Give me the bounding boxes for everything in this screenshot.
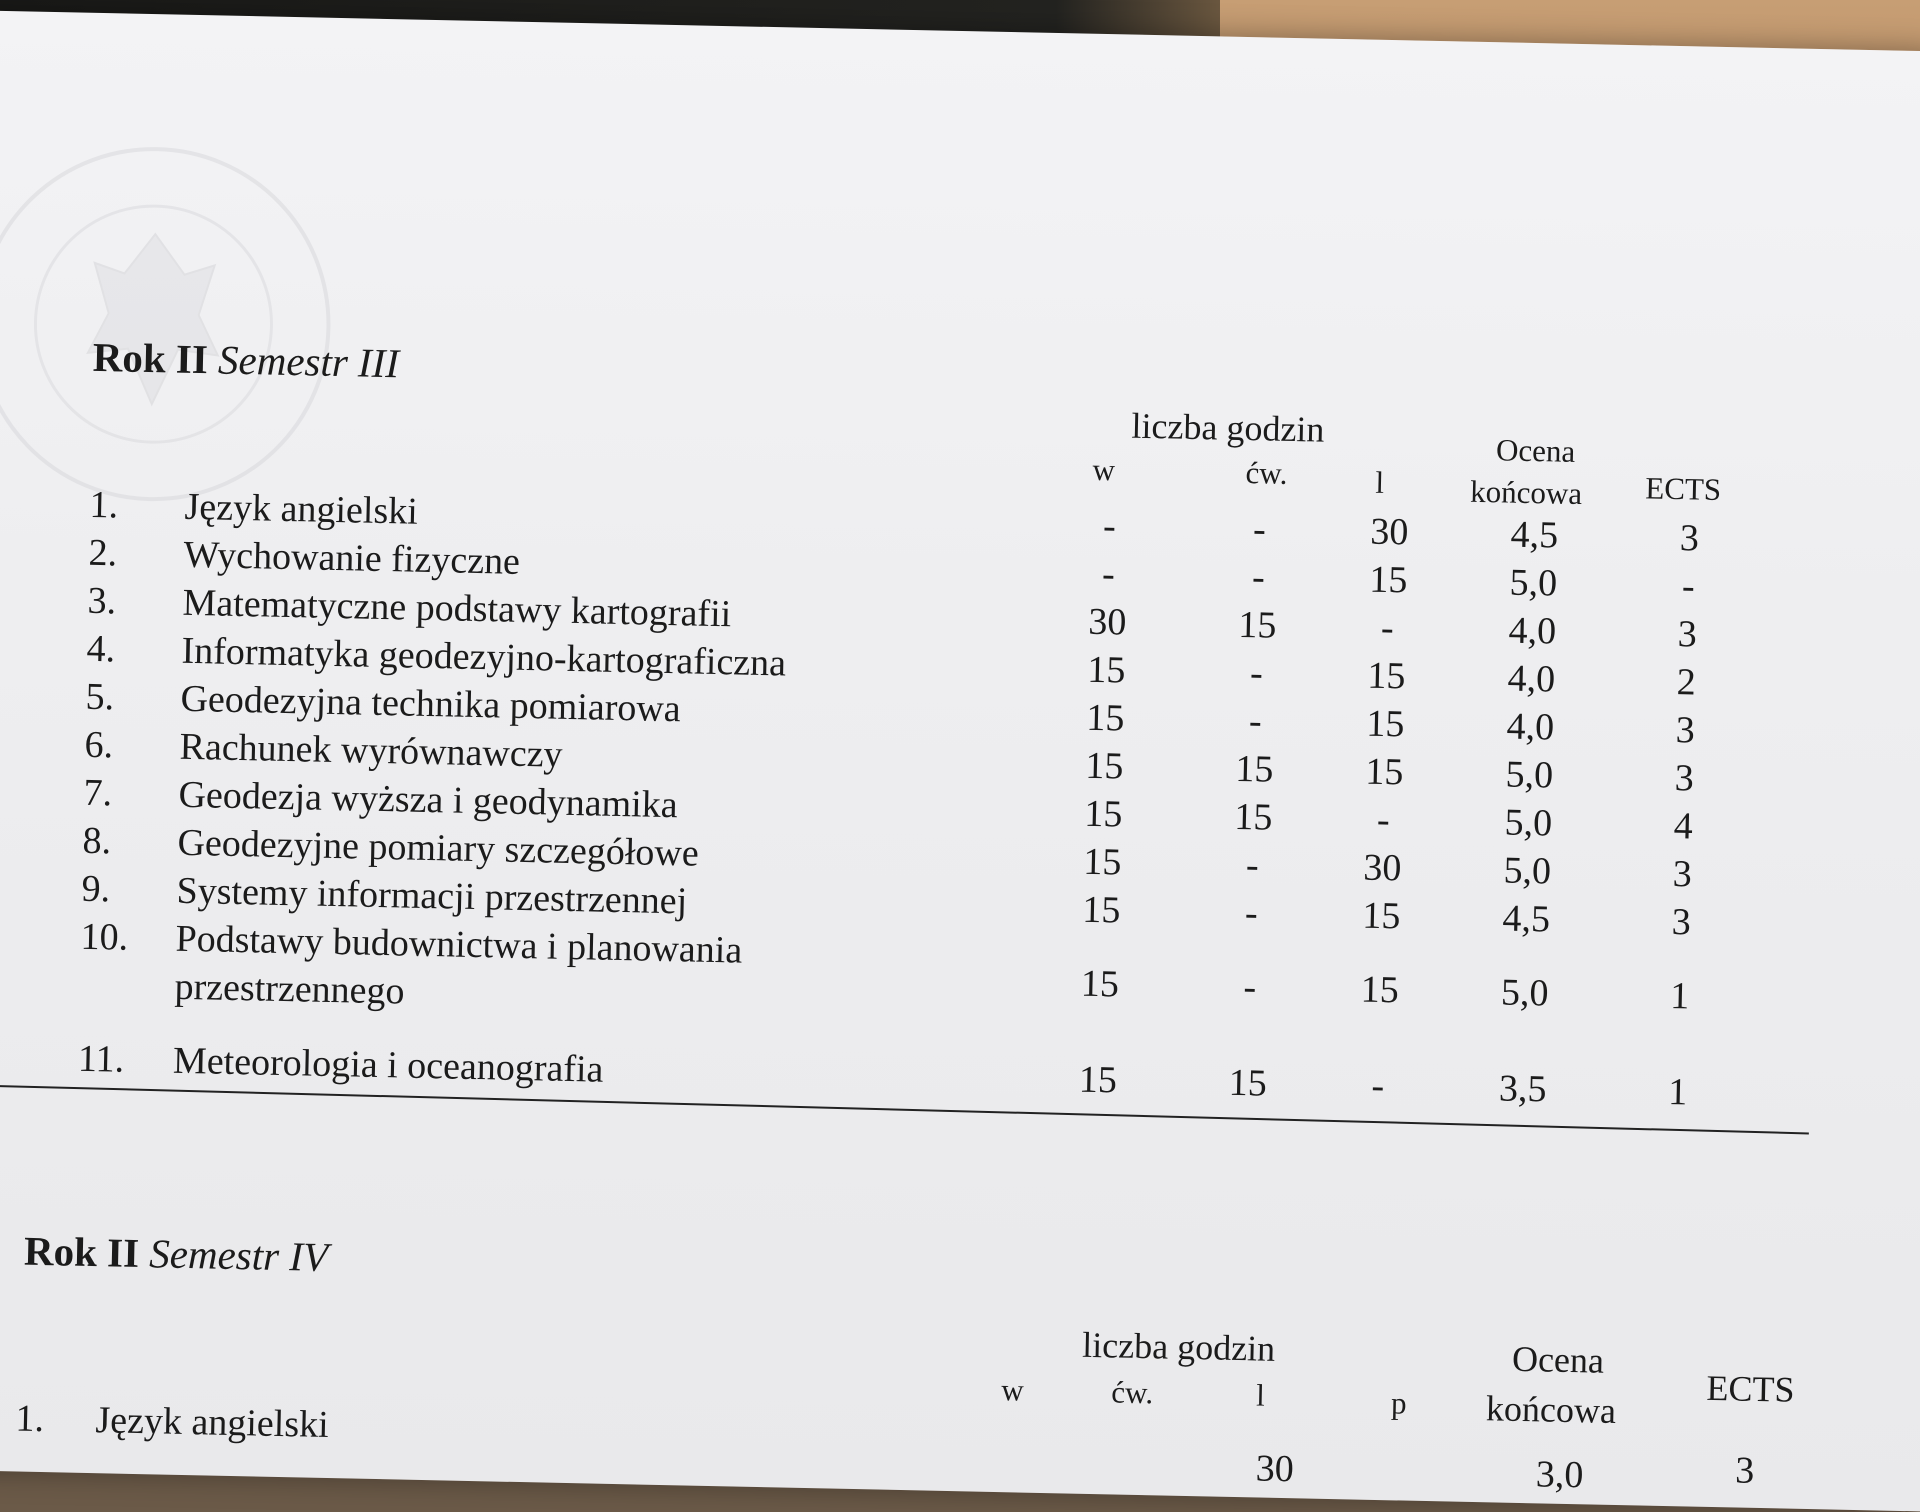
final-grade: 4,0 <box>1506 705 1555 749</box>
s4-hours-group-header: liczba godzin <box>1081 1324 1276 1369</box>
subject-name: Geodezyjne pomiary szczegółowe <box>177 821 700 875</box>
ects-points: 3 <box>1671 901 1692 944</box>
final-grade: 3,5 <box>1498 1067 1547 1111</box>
ects-points: 3 <box>1677 613 1698 656</box>
hours-l: 15 <box>1368 558 1408 602</box>
row-number: 5. <box>85 675 115 719</box>
final-grade: 4,5 <box>1502 897 1551 941</box>
ects-points: 3 <box>1674 757 1695 800</box>
subject-name: Podstawy budownictwa i planowania <box>175 917 743 972</box>
subject-name: Rachunek wyrównawczy <box>179 725 564 776</box>
hours-cw: 15 <box>1228 1061 1268 1105</box>
hours-w: - <box>1102 505 1117 548</box>
final-grade: 5,0 <box>1509 561 1558 605</box>
hours-cw: 15 <box>1237 603 1277 647</box>
s4-col-header-ects: ECTS <box>1706 1367 1795 1410</box>
hours-cw: - <box>1251 556 1266 599</box>
hours-cw: 15 <box>1234 747 1274 791</box>
s4-col-header-grade-1: Ocena <box>1511 1338 1605 1381</box>
subject-name-continued: przestrzennego <box>174 965 405 1013</box>
hours-l: - <box>1376 798 1391 842</box>
ects-points: 3 <box>1672 853 1693 896</box>
hours-l: 30 <box>1369 510 1409 554</box>
row-number: 11. <box>77 1037 125 1081</box>
col-header-grade-1: Ocena <box>1495 432 1576 469</box>
row-number: 1. <box>89 483 119 527</box>
hours-w: 15 <box>1086 648 1126 692</box>
subject-name: Język angielski <box>95 1399 330 1447</box>
final-grade: 4,0 <box>1507 657 1556 701</box>
ects-points: 4 <box>1673 805 1694 848</box>
hours-l: 15 <box>1366 654 1406 698</box>
final-grade: 5,0 <box>1505 753 1554 797</box>
hours-l: 15 <box>1364 750 1404 794</box>
ects-points: 3 <box>1734 1449 1755 1492</box>
subject-name: Informatyka geodezyjno-kartograficzna <box>181 629 787 685</box>
embossed-seal <box>0 120 358 528</box>
col-header-w: w <box>1092 451 1116 488</box>
ects-points: 1 <box>1667 1071 1688 1114</box>
col-header-l: l <box>1375 464 1385 500</box>
hours-cw: - <box>1249 652 1264 695</box>
hours-w: - <box>1101 553 1116 596</box>
subject-name: Język angielski <box>184 485 419 533</box>
s4-col-header-grade-2: końcowa <box>1485 1388 1617 1431</box>
row-number: 6. <box>84 723 114 767</box>
col-header-cw: ćw. <box>1245 455 1288 491</box>
semester-4-heading-semester: Semestr IV <box>148 1230 329 1280</box>
ects-points: - <box>1681 565 1696 608</box>
row-number: 2. <box>88 531 118 575</box>
document-page <box>0 10 1920 1512</box>
row-number: 3. <box>87 579 117 623</box>
final-grade: 4,5 <box>1510 513 1559 557</box>
col-header-ects: ECTS <box>1644 470 1722 507</box>
row-number: 1. <box>15 1397 45 1441</box>
s4-col-header-p: p <box>1390 1385 1408 1421</box>
hours-w: 30 <box>1087 600 1127 644</box>
hours-cw: - <box>1248 700 1263 743</box>
final-grade: 3,0 <box>1535 1453 1584 1497</box>
hours-l: - <box>1371 1064 1385 1108</box>
hours-w: 15 <box>1085 696 1125 740</box>
hours-w: 15 <box>1081 888 1121 932</box>
row-number: 4. <box>86 627 116 671</box>
subject-name: Geodezyjna technika pomiarowa <box>180 677 682 731</box>
hours-l: 30 <box>1255 1447 1295 1491</box>
final-grade: 4,0 <box>1508 609 1557 653</box>
hours-cw: - <box>1244 892 1259 935</box>
row-number: 8. <box>82 819 112 863</box>
hours-w: 15 <box>1084 744 1124 788</box>
hours-l: 15 <box>1361 894 1401 938</box>
semester-4-heading <box>24 1227 329 1281</box>
hours-l: - <box>1380 606 1395 650</box>
final-grade: 5,0 <box>1503 849 1552 893</box>
subject-name: Geodezja wyższa i geodynamika <box>178 773 679 827</box>
subject-name: Systemy informacji przestrzennej <box>176 869 688 923</box>
semester-3-heading <box>92 333 399 387</box>
subject-name: Meteorologia i oceanografia <box>172 1039 604 1091</box>
subject-name: Matematyczne podstawy kartografii <box>182 581 732 636</box>
hours-w: 15 <box>1083 792 1123 836</box>
hours-l: 15 <box>1360 968 1400 1012</box>
row-number: 10. <box>80 915 129 959</box>
s4-col-header-cw: ćw. <box>1110 1374 1154 1411</box>
semester-3-heading-semester: Semestr III <box>217 336 400 387</box>
final-grade: 5,0 <box>1500 971 1549 1015</box>
hours-l: 30 <box>1362 846 1402 890</box>
hours-cw: - <box>1252 508 1267 551</box>
semester-4-heading-year: Rok II <box>23 1227 140 1277</box>
ects-points: 3 <box>1675 709 1696 752</box>
row-number: 9. <box>81 867 111 911</box>
ects-points: 2 <box>1676 661 1697 704</box>
semester-3-heading-year: Rok II <box>92 333 209 383</box>
ects-points: 1 <box>1669 975 1690 1018</box>
subject-name: Wychowanie fizyczne <box>183 533 521 583</box>
hours-group-header: liczba godzin <box>1131 405 1325 450</box>
hours-cw: 15 <box>1233 795 1273 839</box>
final-grade: 5,0 <box>1504 801 1553 845</box>
hours-w: 15 <box>1082 840 1122 884</box>
hours-w: 15 <box>1078 1058 1118 1102</box>
ects-points: 3 <box>1679 517 1700 560</box>
row-number: 7. <box>83 771 113 815</box>
col-header-grade-2: końcowa <box>1469 473 1583 512</box>
s4-col-header-w: w <box>1000 1372 1025 1408</box>
s4-col-header-l: l <box>1255 1377 1266 1413</box>
hours-cw: - <box>1243 966 1257 1009</box>
hours-w: 15 <box>1080 962 1120 1006</box>
hours-l: 15 <box>1365 702 1405 746</box>
hours-cw: - <box>1245 844 1260 887</box>
